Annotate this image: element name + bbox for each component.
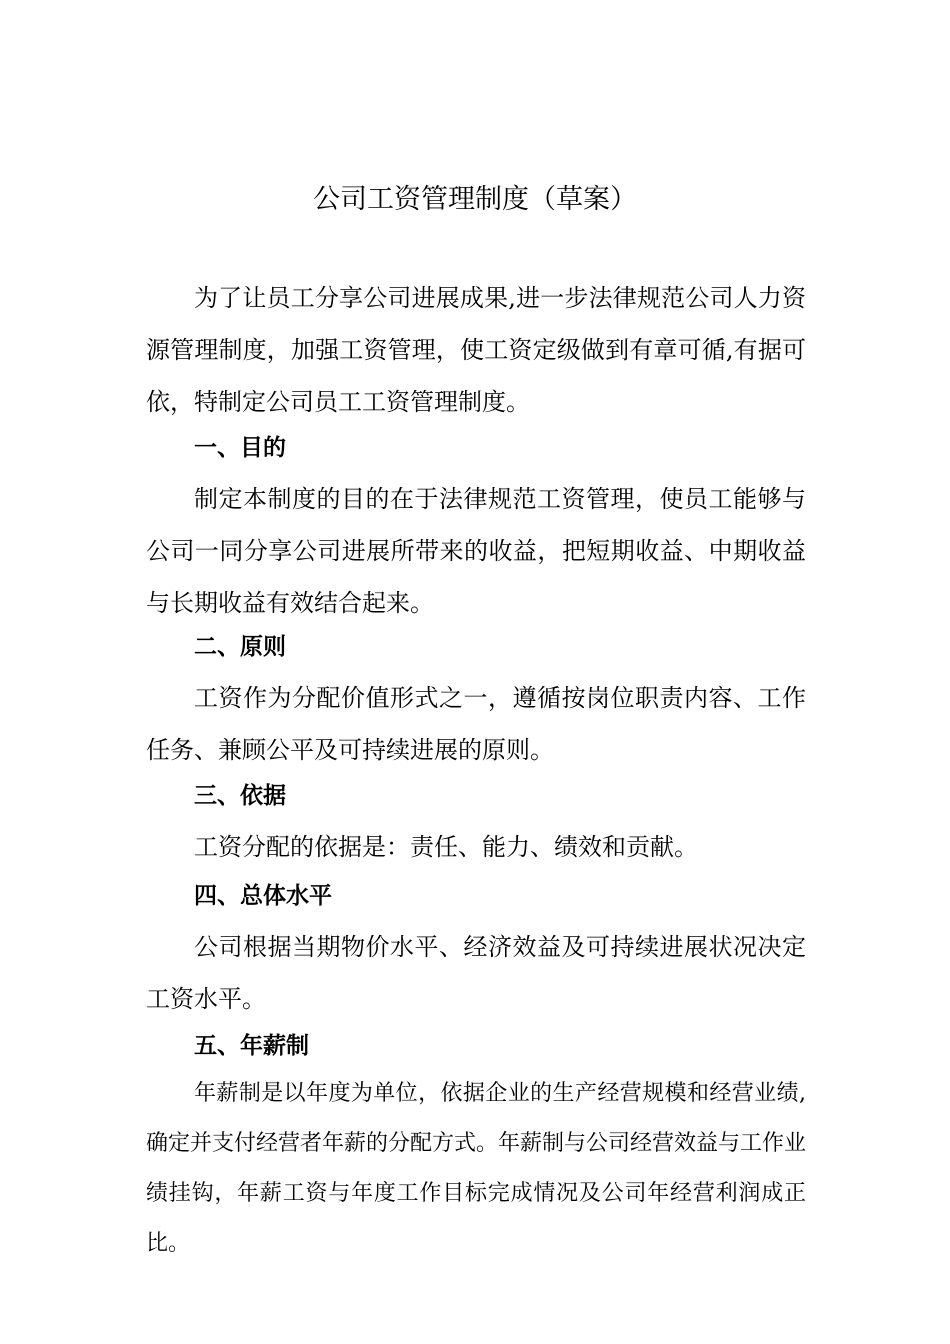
section-text-purpose: 制定本制度的目的在于法律规范工资管理，使员工能够与公司一同分享公司进展所带来的收益，把短期收益、中期收益与长期收益有效结合起来。 bbox=[146, 485, 806, 617]
intro-paragraph: 为了让员工分享公司进展成果,进一步法律规范公司人力资源管理制度，加强工资管理，使工资定级做到有章可循,有据可依，特制定公司员工工资管理制度。 bbox=[146, 284, 806, 416]
document-title: 公司工资管理制度（草案） bbox=[313, 184, 637, 215]
section-text-basis: 工资分配的依据是：责任、能力、绩效和贡献。 bbox=[194, 833, 698, 861]
section-heading-basis: 三、依据 bbox=[194, 783, 286, 809]
section-text-principle: 工资作为分配价值形式之一，遵循按岗位职责内容、工作任务、兼顾公平及可持续进展的原则。 bbox=[146, 684, 806, 764]
section-heading-annual-salary: 五、年薪制 bbox=[194, 1033, 309, 1059]
section-text-annual-salary: 年薪制是以年度为单位，依据企业的生产经营规模和经营业绩,确定并支付经营者年薪的分配方式。年薪制与公司经营效益与工作业绩挂钩，年薪工资与年度工作目标完成情况及公司年经营利润成正比。 bbox=[146, 1081, 807, 1256]
section-heading-principle: 二、原则 bbox=[194, 634, 286, 660]
section-text-overall-level: 公司根据当期物价水平、经济效益及可持续进展状况决定工资水平。 bbox=[146, 933, 806, 1013]
section-heading-overall-level: 四、总体水平 bbox=[194, 883, 332, 909]
section-heading-purpose: 一、目的 bbox=[194, 435, 286, 461]
